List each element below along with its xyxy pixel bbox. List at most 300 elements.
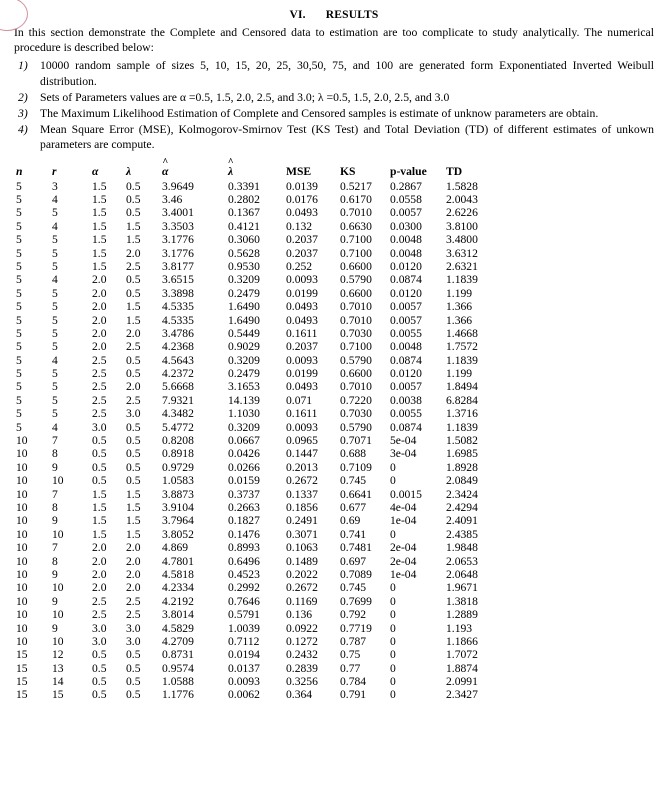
cell-mse: 0.364 [286, 688, 313, 702]
cell-lambda-hat: 0.2479 [228, 286, 260, 300]
cell-lambda-hat: 0.2663 [228, 501, 260, 514]
cell-alpha: 1.5 [92, 527, 107, 541]
cell-pvalue: 1e-04 [390, 567, 417, 581]
cell-alpha: 0.5 [92, 460, 107, 474]
cell-r: 5 [52, 407, 58, 421]
cell-ks: 0.7220 [340, 393, 372, 407]
table-row [14, 688, 502, 701]
cell-n: 5 [16, 286, 22, 300]
cell-pvalue: 0.0015 [390, 487, 422, 501]
cell-pvalue: 2e-04 [390, 554, 417, 568]
column-header-td: TD [446, 164, 463, 178]
cell-pvalue: 0.0055 [390, 407, 422, 421]
table-row [14, 501, 502, 514]
list-item-marker: 2) [18, 90, 28, 104]
cell-n: 10 [16, 621, 28, 635]
table-body [14, 180, 502, 702]
cell-lambda-hat: 14.139 [228, 393, 260, 407]
cell-pvalue: 1e-04 [390, 514, 417, 528]
cell-td: 1.1839 [446, 273, 478, 287]
cell-alpha: 3.0 [92, 420, 107, 434]
cell-r: 13 [52, 661, 64, 675]
cell-td: 1.9671 [446, 581, 478, 595]
cell-mse: 0.2672 [286, 474, 318, 488]
cell-ks: 0.6641 [340, 487, 372, 501]
cell-pvalue: 0 [390, 675, 396, 689]
cell-lambda-hat: 0.6496 [228, 554, 260, 568]
cell-td: 1.3716 [446, 407, 478, 421]
cell-r: 10 [52, 581, 64, 595]
cell-n: 15 [16, 661, 28, 675]
table-row [14, 474, 502, 487]
cell-lambda: 0.5 [126, 661, 141, 675]
cell-r: 8 [52, 501, 58, 514]
cell-td: 2.3427 [446, 688, 478, 702]
cell-alpha: 2.0 [92, 300, 107, 314]
cell-lambda: 2.0 [126, 541, 141, 555]
cell-pvalue: 0.0874 [390, 273, 422, 287]
cell-td: 1.7072 [446, 648, 478, 662]
cell-alpha-hat: 4.2709 [162, 634, 194, 648]
cell-n: 10 [16, 554, 28, 568]
cell-lambda-hat: 0.0093 [228, 675, 260, 689]
cell-n: 5 [16, 420, 22, 434]
cell-n: 5 [16, 340, 22, 354]
cell-ks: 0.697 [340, 554, 367, 568]
cell-pvalue: 0 [390, 608, 396, 622]
list-item-marker: 4) [18, 123, 28, 137]
cell-lambda-hat: 0.1367 [228, 206, 260, 220]
cell-n: 5 [16, 353, 22, 367]
cell-pvalue: 0.0048 [390, 340, 422, 354]
cell-lambda-hat: 3.1653 [228, 380, 260, 394]
cell-lambda: 0.5 [126, 206, 141, 220]
cell-alpha-hat: 3.8014 [162, 608, 194, 622]
cell-r: 4 [52, 193, 58, 207]
cell-alpha-hat: 7.9321 [162, 393, 194, 407]
section-numeral: VI. [289, 9, 306, 21]
cell-alpha: 0.5 [92, 474, 107, 488]
cell-n: 10 [16, 567, 28, 581]
cell-pvalue: 0.0048 [390, 246, 422, 260]
cell-ks: 0.6630 [340, 219, 372, 233]
cell-r: 5 [52, 326, 58, 340]
cell-ks: 0.7030 [340, 326, 372, 340]
cell-n: 5 [16, 233, 22, 247]
cell-lambda: 0.5 [126, 273, 141, 287]
cell-td: 2.0648 [446, 567, 478, 581]
cell-r: 4 [52, 219, 58, 233]
cell-r: 12 [52, 648, 64, 662]
table-row [14, 568, 502, 581]
cell-ks: 0.7109 [340, 460, 372, 474]
cell-lambda-hat: 0.0194 [228, 648, 260, 662]
cell-mse: 0.0093 [286, 420, 318, 434]
cell-ks: 0.7030 [340, 407, 372, 421]
cell-r: 9 [52, 514, 58, 528]
cell-alpha: 1.5 [92, 179, 107, 193]
cell-lambda: 0.5 [126, 367, 141, 381]
cell-alpha: 1.5 [92, 233, 107, 247]
table-row [14, 327, 502, 340]
cell-r: 3 [52, 179, 58, 193]
list-item [14, 58, 654, 88]
cell-r: 9 [52, 621, 58, 635]
list-item-text: The Maximum Likelihood Estimation of Complete and Censored samples is estimate of unknow parameters are obtain. [40, 107, 599, 121]
cell-alpha: 2.0 [92, 273, 107, 287]
cell-td: 1.1839 [446, 420, 478, 434]
cell-lambda-hat: 0.0137 [228, 661, 260, 675]
cell-alpha: 2.0 [92, 581, 107, 595]
cell-mse: 0.0493 [286, 313, 318, 327]
list-item-marker: 3) [18, 107, 28, 121]
cell-pvalue: 0.0048 [390, 233, 422, 247]
cell-lambda: 1.5 [126, 514, 141, 528]
cell-r: 5 [52, 393, 58, 407]
cell-r: 7 [52, 434, 58, 448]
cell-alpha: 1.5 [92, 514, 107, 528]
cell-mse: 0.1337 [286, 487, 318, 501]
cell-td: 2.3424 [446, 487, 478, 501]
table-row [14, 434, 502, 447]
cell-n: 10 [16, 474, 28, 488]
cell-alpha-hat: 3.3503 [162, 219, 194, 233]
column-header-alpha: α [92, 164, 99, 178]
cell-alpha-hat: 3.1776 [162, 233, 194, 247]
cell-r: 5 [52, 206, 58, 220]
cell-lambda-hat: 0.5449 [228, 326, 260, 340]
table-row [14, 555, 502, 568]
cell-pvalue: 0 [390, 460, 396, 474]
cell-n: 5 [16, 273, 22, 287]
cell-td: 1.7572 [446, 340, 478, 354]
cell-td: 1.8874 [446, 661, 478, 675]
cell-n: 10 [16, 527, 28, 541]
cell-alpha-hat: 1.0583 [162, 474, 194, 488]
cell-n: 15 [16, 688, 28, 702]
cell-td: 1.199 [446, 286, 473, 300]
cell-alpha-hat: 4.3482 [162, 407, 194, 421]
cell-r: 5 [52, 233, 58, 247]
cell-lambda-hat: 0.2992 [228, 581, 260, 595]
cell-n: 5 [16, 179, 22, 193]
cell-mse: 0.3256 [286, 675, 318, 689]
cell-alpha: 2.5 [92, 608, 107, 622]
cell-alpha: 2.5 [92, 393, 107, 407]
cell-pvalue: 4e-04 [390, 501, 417, 514]
cell-lambda: 1.5 [126, 300, 141, 314]
cell-alpha-hat: 4.2192 [162, 594, 194, 608]
cell-lambda: 2.0 [126, 554, 141, 568]
cell-alpha-hat: 3.6515 [162, 273, 194, 287]
procedure-list [0, 58, 668, 152]
cell-lambda-hat: 0.2802 [228, 193, 260, 207]
cell-alpha-hat: 3.7964 [162, 514, 194, 528]
cell-lambda-hat: 0.3060 [228, 233, 260, 247]
table-row [14, 273, 502, 286]
cell-alpha: 2.0 [92, 326, 107, 340]
cell-pvalue: 5e-04 [390, 434, 417, 448]
cell-alpha-hat: 4.5335 [162, 313, 194, 327]
cell-lambda: 0.5 [126, 353, 141, 367]
cell-mse: 0.1611 [286, 407, 318, 421]
table-row [14, 247, 502, 260]
cell-mse: 0.1447 [286, 447, 318, 461]
cell-pvalue: 0.0057 [390, 380, 422, 394]
cell-ks: 0.5790 [340, 273, 372, 287]
cell-pvalue: 0 [390, 661, 396, 675]
cell-lambda: 2.0 [126, 380, 141, 394]
cell-td: 1.366 [446, 313, 473, 327]
cell-alpha-hat: 1.0588 [162, 675, 194, 689]
cell-lambda: 3.0 [126, 407, 141, 421]
cell-n: 15 [16, 675, 28, 689]
cell-td: 6.8284 [446, 393, 478, 407]
cell-alpha-hat: 4.5335 [162, 300, 194, 314]
table-row [14, 380, 502, 393]
cell-lambda-hat: 0.3209 [228, 353, 260, 367]
cell-lambda: 1.5 [126, 527, 141, 541]
cell-lambda-hat: 1.0039 [228, 621, 260, 635]
section-heading [0, 9, 668, 21]
cell-td: 1.1866 [446, 634, 478, 648]
cell-lambda: 3.0 [126, 634, 141, 648]
cell-td: 2.4385 [446, 527, 478, 541]
cell-ks: 0.792 [340, 608, 367, 622]
cell-alpha: 2.5 [92, 367, 107, 381]
cell-r: 8 [52, 554, 58, 568]
cell-lambda: 2.0 [126, 581, 141, 595]
cell-lambda-hat: 0.7646 [228, 594, 260, 608]
cell-r: 7 [52, 541, 58, 555]
cell-alpha-hat: 4.869 [162, 541, 189, 555]
cell-r: 5 [52, 259, 58, 273]
cell-r: 5 [52, 286, 58, 300]
cell-pvalue: 2e-04 [390, 541, 417, 555]
list-item-marker: 1) [18, 59, 28, 73]
cell-lambda: 2.5 [126, 393, 141, 407]
table-row [14, 461, 502, 474]
cell-alpha: 3.0 [92, 621, 107, 635]
cell-lambda: 0.5 [126, 648, 141, 662]
cell-lambda-hat: 0.8993 [228, 541, 260, 555]
cell-mse: 0.252 [286, 259, 313, 273]
cell-alpha-hat: 3.46 [162, 193, 183, 207]
cell-mse: 0.0093 [286, 273, 318, 287]
cell-alpha: 0.5 [92, 434, 107, 448]
cell-ks: 0.7100 [340, 340, 372, 354]
cell-alpha: 0.5 [92, 661, 107, 675]
cell-n: 10 [16, 460, 28, 474]
cell-lambda-hat: 1.1030 [228, 407, 260, 421]
cell-r: 5 [52, 367, 58, 381]
cell-n: 5 [16, 300, 22, 314]
cell-td: 3.8100 [446, 219, 478, 233]
cell-alpha: 1.5 [92, 206, 107, 220]
table-row [14, 180, 502, 193]
cell-n: 5 [16, 326, 22, 340]
cell-lambda-hat: 0.5628 [228, 246, 260, 260]
cell-n: 10 [16, 581, 28, 595]
cell-mse: 0.0199 [286, 286, 318, 300]
cell-alpha: 2.5 [92, 594, 107, 608]
cell-r: 10 [52, 608, 64, 622]
list-item-text: 10000 random sample of sizes 5, 10, 15, 20, 25, 30,50, 75, and 100 are generated form Exponentiated Inverted Weibull distribution. [40, 59, 654, 88]
cell-mse: 0.2839 [286, 661, 318, 675]
cell-alpha: 1.5 [92, 219, 107, 233]
cell-n: 10 [16, 541, 28, 555]
cell-ks: 0.787 [340, 634, 367, 648]
cell-ks: 0.7100 [340, 233, 372, 247]
cell-ks: 0.6600 [340, 367, 372, 381]
cell-ks: 0.7699 [340, 594, 372, 608]
cell-td: 1.5828 [446, 179, 478, 193]
cell-r: 5 [52, 246, 58, 260]
cell-lambda-hat: 1.6490 [228, 313, 260, 327]
cell-alpha-hat: 4.7801 [162, 554, 194, 568]
table-row [14, 206, 502, 219]
cell-ks: 0.7089 [340, 567, 372, 581]
cell-alpha: 2.5 [92, 380, 107, 394]
list-item-text: Mean Square Error (MSE), Kolmogorov-Smirnov Test (KS Test) and Total Deviation (TD) of different estimates of unkown parameters are compute. [40, 123, 654, 152]
table-row [14, 354, 502, 367]
cell-alpha: 3.0 [92, 634, 107, 648]
cell-alpha: 1.5 [92, 193, 107, 207]
cell-td: 3.4800 [446, 233, 478, 247]
cell-alpha: 2.0 [92, 541, 107, 555]
cell-n: 5 [16, 193, 22, 207]
cell-mse: 0.0493 [286, 206, 318, 220]
cell-lambda-hat: 0.9029 [228, 340, 260, 354]
cell-r: 4 [52, 420, 58, 434]
cell-mse: 0.2491 [286, 514, 318, 528]
cell-pvalue: 0.0057 [390, 206, 422, 220]
column-header-lambda: λ [126, 164, 132, 178]
cell-r: 10 [52, 474, 64, 488]
cell-alpha: 2.0 [92, 340, 107, 354]
table-row [14, 581, 502, 594]
table-row [14, 260, 502, 273]
cell-td: 1.8494 [446, 380, 478, 394]
cell-r: 4 [52, 353, 58, 367]
cell-n: 10 [16, 594, 28, 608]
cell-alpha: 1.5 [92, 501, 107, 514]
cell-lambda-hat: 0.3209 [228, 420, 260, 434]
cell-lambda: 2.5 [126, 259, 141, 273]
cell-mse: 0.1272 [286, 634, 318, 648]
table-row [14, 394, 502, 407]
cell-lambda-hat: 1.6490 [228, 300, 260, 314]
table-row [14, 528, 502, 541]
cell-alpha: 2.0 [92, 313, 107, 327]
list-item [14, 122, 654, 152]
cell-alpha: 0.5 [92, 688, 107, 702]
cell-ks: 0.5790 [340, 353, 372, 367]
cell-alpha: 1.5 [92, 246, 107, 260]
cell-r: 5 [52, 300, 58, 314]
cell-alpha: 0.5 [92, 648, 107, 662]
cell-mse: 0.0965 [286, 434, 318, 448]
cell-td: 2.4294 [446, 501, 478, 514]
cell-mse: 0.136 [286, 608, 313, 622]
cell-lambda: 0.5 [126, 286, 141, 300]
column-header-ks: KS [340, 164, 356, 178]
cell-n: 5 [16, 313, 22, 327]
cell-lambda-hat: 0.3391 [228, 179, 260, 193]
cell-pvalue: 0.0558 [390, 193, 422, 207]
cell-alpha-hat: 3.3898 [162, 286, 194, 300]
cell-lambda-hat: 0.5791 [228, 608, 260, 622]
cell-td: 2.0653 [446, 554, 478, 568]
column-header-mse: MSE [286, 164, 312, 178]
cell-ks: 0.741 [340, 527, 367, 541]
table-row [14, 635, 502, 648]
cell-lambda-hat: 0.3209 [228, 273, 260, 287]
column-header-alpha-hat [162, 156, 228, 180]
cell-td: 1.199 [446, 367, 473, 381]
cell-pvalue: 0.0120 [390, 286, 422, 300]
cell-lambda-hat: 0.0159 [228, 474, 260, 488]
cell-r: 5 [52, 380, 58, 394]
cell-lambda-hat: 0.0426 [228, 447, 260, 461]
cell-ks: 0.7010 [340, 380, 372, 394]
cell-lambda-hat: 0.7112 [228, 634, 260, 648]
cell-alpha: 1.5 [92, 487, 107, 501]
cell-r: 9 [52, 567, 58, 581]
cell-alpha-hat: 3.9649 [162, 179, 194, 193]
cell-ks: 0.7071 [340, 434, 372, 448]
cell-pvalue: 0.0120 [390, 259, 422, 273]
cell-alpha-hat: 3.4786 [162, 326, 194, 340]
cell-mse: 0.2432 [286, 648, 318, 662]
cell-pvalue: 0.0120 [390, 367, 422, 381]
cell-ks: 0.745 [340, 474, 367, 488]
table-row [14, 220, 502, 233]
cell-mse: 0.0139 [286, 179, 318, 193]
cell-r: 7 [52, 487, 58, 501]
cell-alpha-hat: 4.5643 [162, 353, 194, 367]
cell-lambda: 2.0 [126, 246, 141, 260]
cell-lambda-hat: 0.2479 [228, 367, 260, 381]
cell-td: 1.366 [446, 300, 473, 314]
cell-pvalue: 0 [390, 634, 396, 648]
cell-lambda-hat: 0.4121 [228, 219, 260, 233]
cell-n: 5 [16, 219, 22, 233]
cell-ks: 0.7010 [340, 313, 372, 327]
cell-n: 5 [16, 246, 22, 260]
cell-r: 9 [52, 594, 58, 608]
cell-ks: 0.677 [340, 501, 367, 514]
cell-td: 1.1839 [446, 353, 478, 367]
cell-pvalue: 0.0057 [390, 313, 422, 327]
cell-lambda-hat: 0.1827 [228, 514, 260, 528]
cell-pvalue: 0 [390, 581, 396, 595]
cell-alpha-hat: 3.4001 [162, 206, 194, 220]
table-row [14, 675, 502, 688]
cell-mse: 0.2037 [286, 246, 318, 260]
cell-alpha-hat: 3.8177 [162, 259, 194, 273]
cell-pvalue: 0 [390, 594, 396, 608]
cell-lambda: 2.5 [126, 608, 141, 622]
cell-lambda: 0.5 [126, 474, 141, 488]
cell-mse: 0.0922 [286, 621, 318, 635]
cell-lambda-hat: 0.0266 [228, 460, 260, 474]
cell-td: 1.9848 [446, 541, 478, 555]
cell-r: 5 [52, 313, 58, 327]
cell-r: 15 [52, 688, 64, 702]
cell-ks: 0.69 [340, 514, 361, 528]
table-row [14, 193, 502, 206]
